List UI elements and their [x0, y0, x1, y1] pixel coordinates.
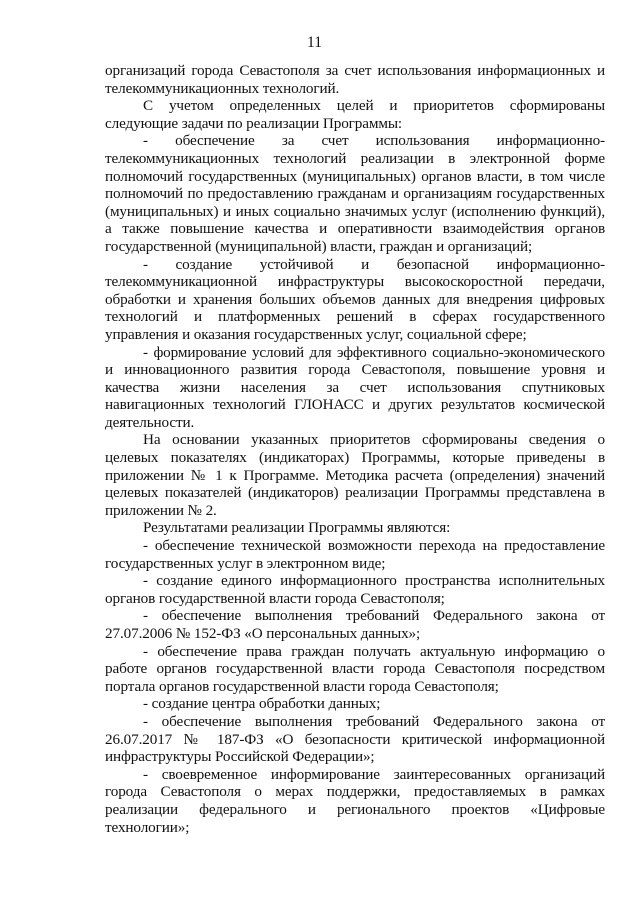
list-item: - создание единого информационного пространства исполнительных органов государственной власти города Севастополя; — [105, 572, 605, 607]
list-item: - формирование условий для эффективного социально-экономического и инновационного развития города Севастополя, повышение уровня и качества жизни населения за счет использования спутниковых навигационных технологий ГЛОНАСС и других результатов космической деятельности. — [105, 343, 605, 431]
paragraph: С учетом определенных целей и приоритетов сформированы следующие задачи по реализации Программы: — [105, 97, 605, 132]
paragraph: Результатами реализации Программы являются: — [143, 519, 451, 537]
list-item: - создание центра обработки данных; — [143, 695, 381, 713]
list-item: - обеспечение выполнения требований Федерального закона от 27.07.2006 № 152-ФЗ «О персональных данных»; — [105, 607, 605, 642]
list-item: - обеспечение технической возможности перехода на предоставление государственных услуг в электронном виде; — [105, 537, 605, 572]
paragraph: организаций города Севастополя за счет использования информационных и телекоммуникационных технологий. — [105, 62, 605, 97]
list-item: - обеспечение выполнения требований Федерального закона от 26.07.2017 № 187-ФЗ «О безопасности критической информационной инфраструктуры Российской Федерации»; — [105, 712, 605, 766]
document-body — [105, 62, 605, 836]
list-item: - своевременное информирование заинтересованных организаций города Севастополя о мерах поддержки, предоставляемых в рамках реализации федерального и регионального проектов «Цифровые технологии»; — [105, 765, 605, 836]
paragraph: На основании указанных приоритетов сформированы сведения о целевых показателях (индикаторах) Программы, которые приведены в приложении № 1 к Программе. Методика расчета (определения) значений целевых показателей (индикаторов) реализации Программы представлена в приложении № 2. — [105, 431, 605, 519]
list-item: - обеспечение за счет использования информационно-телекоммуникационных технологий реализации в электронной форме полномочий государственных (муниципальных) органов власти, в том числе полномочий по предоставлению гражданам и организациям государственных (муниципальных) и иных социально значимых услуг (исполнению функций), а также повышение качества и оперативности взаимодействия органов государственной (муниципальной) власти, граждан и организаций; — [105, 132, 605, 255]
list-item: - создание устойчивой и безопасной информационно-телекоммуникационной инфраструктуры высокоскоростной передачи, обработки и хранения больших объемов данных для внедрения цифровых технологий и платформенных решений в сферах государственного управления и оказания государственных услуг, социальной сфере; — [105, 255, 605, 343]
page-number: 11 — [307, 34, 322, 51]
list-item: - обеспечение права граждан получать актуальную информацию о работе органов государственной власти города Севастополя посредством портала органов государственной власти города Севастополя; — [105, 642, 605, 695]
